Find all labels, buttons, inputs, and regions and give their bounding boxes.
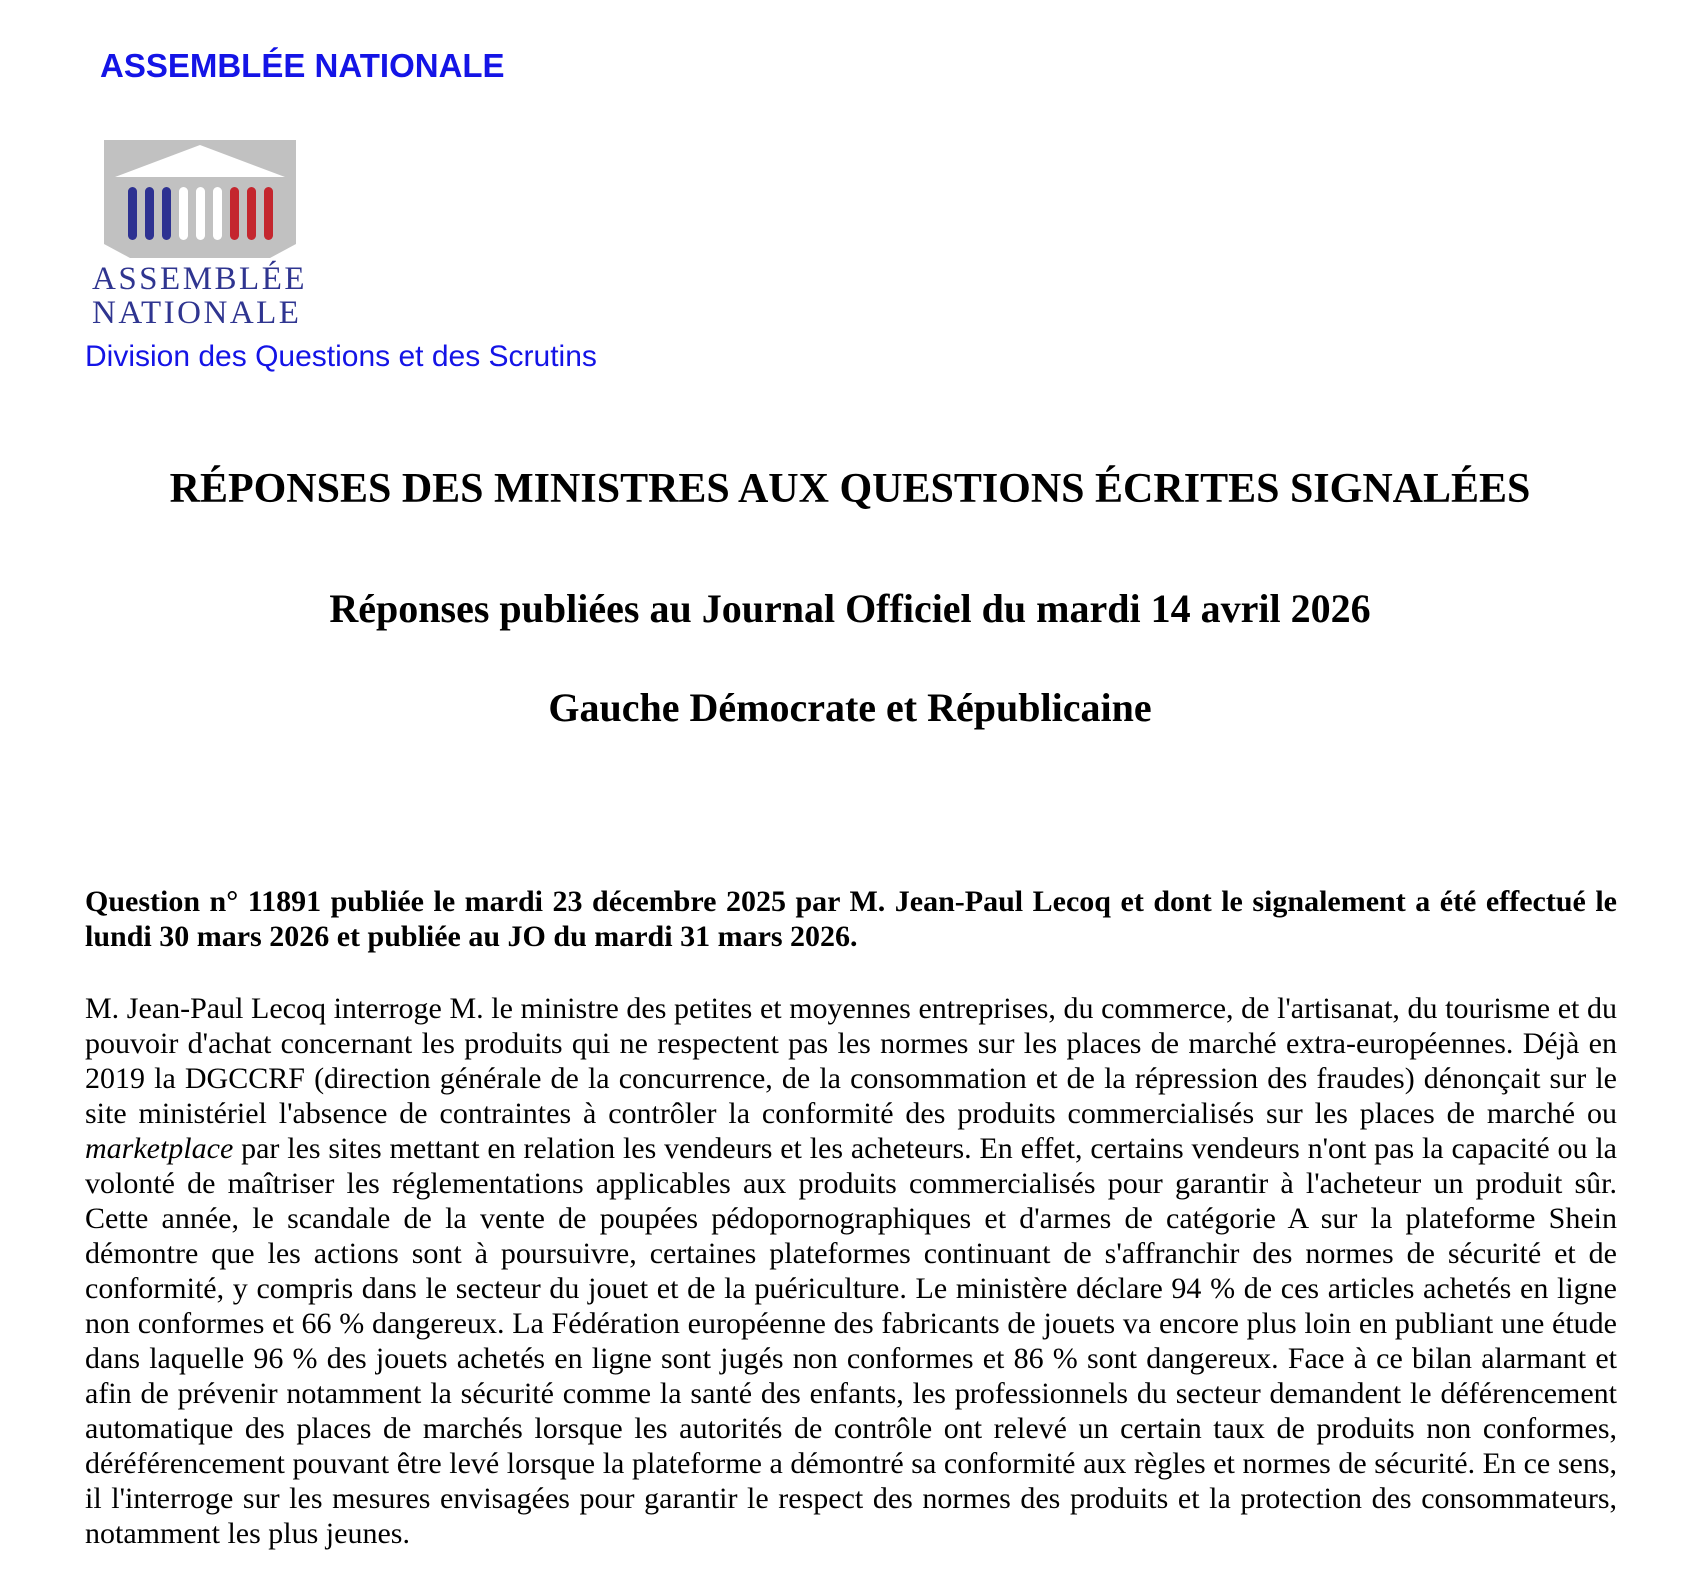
page-title: RÉPONSES DES MINISTRES AUX QUESTIONS ÉCRITES SIGNALÉES [169, 466, 1531, 512]
political-group-heading: Gauche Démocrate et Républicaine [548, 685, 1152, 730]
assemblee-nationale-logo-icon [104, 140, 296, 258]
question-body-part2: par les sites mettant en relation les vendeurs et les acheteurs. En effet, certains vendeurs n'ont pas la capacité ou la volonté de maîtriser les réglementations applicables aux produits commercialisés pour garantir à l'acheteur un produit sûr. Cette année, le scandale de la vente de poupées pédopornographiques et d'armes de catégorie A sur la plateforme Shein démontre que les actions sont à poursuivre, certaines plateformes continuant de s'affranchir des normes de sécurité et de conformité, y compris dans le secteur du jouet et de la puériculture. Le ministère déclare 94 % de ces articles achetés en ligne non conformes et 66 % dangereux. La Fédération européenne des fabricants de jouets va encore plus loin en publiant une étude dans laquelle 96 % des jouets achetés en ligne sont jugés non conformes et 86 % sont dangereux. Face à ce bilan alarmant et afin de prévenir notamment la sécurité comme la santé des enfants, les professionnels du secteur demandent le déférencement automatique des places de marchés lorsque les autorités de contrôle ont relevé un certain taux de produits non conformes, déréférencement pouvant être levé lorsque la plateforme a démontré sa conformité aux règles et normes de sécurité. En ce sens, il l'interroge sur les mesures envisagées pour garantir le respect des normes des produits et la protection des consommateurs, notamment les plus jeunes. [85, 1132, 1617, 1550]
question-body-part1: M. Jean-Paul Lecoq interroge M. le ministre des petites et moyennes entreprises, du commerce, de l'artisanat, du tourisme et du pouvoir d'achat concernant les produits qui ne respectent pas les normes sur les places de marché extra-européennes. Déjà en 2019 la DGCCRF (direction générale de la concurrence, de la consommation et de la répression des fraudes) dénonçait sur le site ministériel l'absence de contraintes à contrôler la conformité des produits commercialisés sur les places de marché ou [85, 992, 1617, 1130]
question-body [85, 991, 1617, 1551]
journal-subtitle: Réponses publiées au Journal Officiel du mardi 14 avril 2026 [329, 586, 1371, 631]
division-link[interactable]: Division des Questions et des Scrutins [85, 340, 597, 373]
question-header: Question n° 11891 publiée le mardi 23 décembre 2025 par M. Jean-Paul Lecoq et dont le signalement a été effectué le lundi 30 mars 2026 et publiée au JO du mardi 31 mars 2026. [85, 885, 1617, 953]
masthead-title-link[interactable]: ASSEMBLÉE NATIONALE [100, 47, 505, 84]
logo-caption-line2: NATIONALE [92, 295, 302, 331]
logo-caption [92, 262, 307, 330]
logo-caption-line1: ASSEMBLÉE [92, 261, 308, 297]
question-body-italic-marketplace: marketplace [85, 1132, 234, 1165]
assemblee-nationale-logo [92, 140, 308, 331]
